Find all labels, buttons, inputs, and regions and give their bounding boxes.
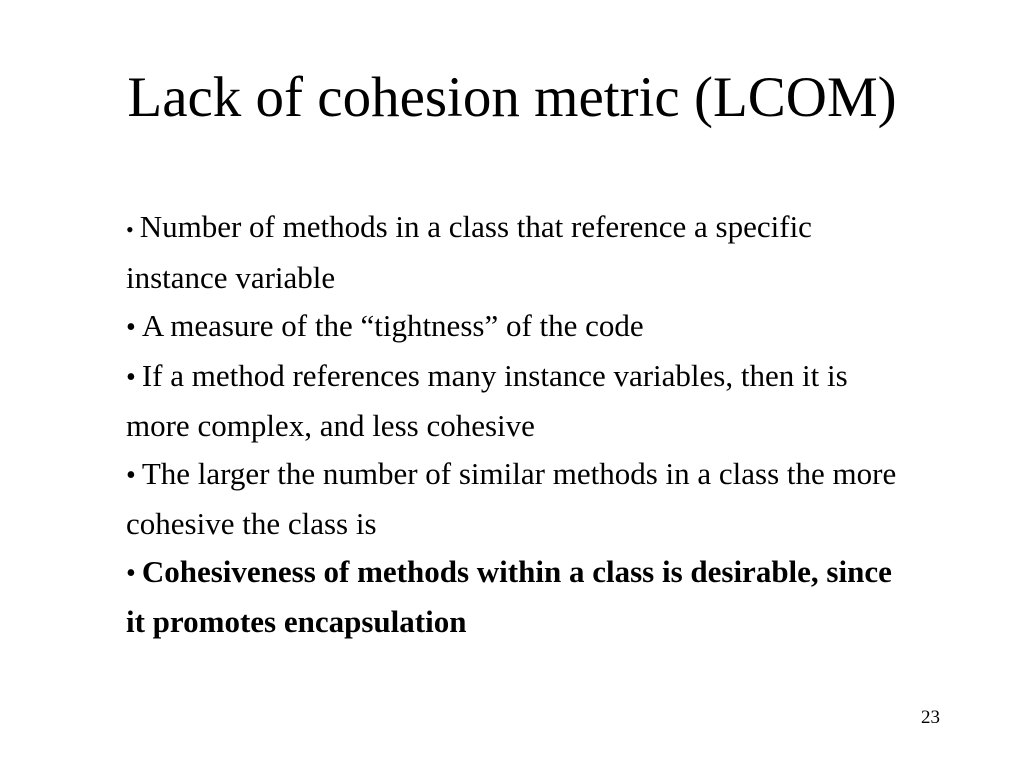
bullet-item bbox=[126, 548, 906, 646]
slide-title: Lack of cohesion metric (LCOM) bbox=[127, 66, 897, 129]
bullet-text: A measure of the “tightness” of the code bbox=[141, 308, 644, 343]
bullet-item bbox=[126, 302, 906, 352]
bullet-text: Number of methods in a class that reference a specific instance variable bbox=[126, 209, 812, 295]
bullet-icon: • bbox=[126, 460, 136, 491]
page-number: 23 bbox=[921, 707, 940, 728]
bullet-text: If a method references many instance variables, then it is more complex, and less cohesive bbox=[126, 358, 848, 443]
bullet-icon: • bbox=[126, 312, 136, 343]
bullet-list bbox=[126, 203, 906, 646]
bullet-text: Cohesiveness of methods within a class is desirable, since it promotes encapsulation bbox=[126, 554, 892, 639]
bullet-text: The larger the number of similar methods in a class the more cohesive the class is bbox=[126, 456, 897, 541]
bullet-icon: • bbox=[126, 217, 134, 242]
bullet-item bbox=[126, 450, 906, 548]
bullet-item bbox=[126, 352, 906, 450]
bullet-item bbox=[126, 203, 906, 302]
bullet-icon: • bbox=[126, 362, 136, 393]
bullet-icon: • bbox=[126, 558, 136, 589]
